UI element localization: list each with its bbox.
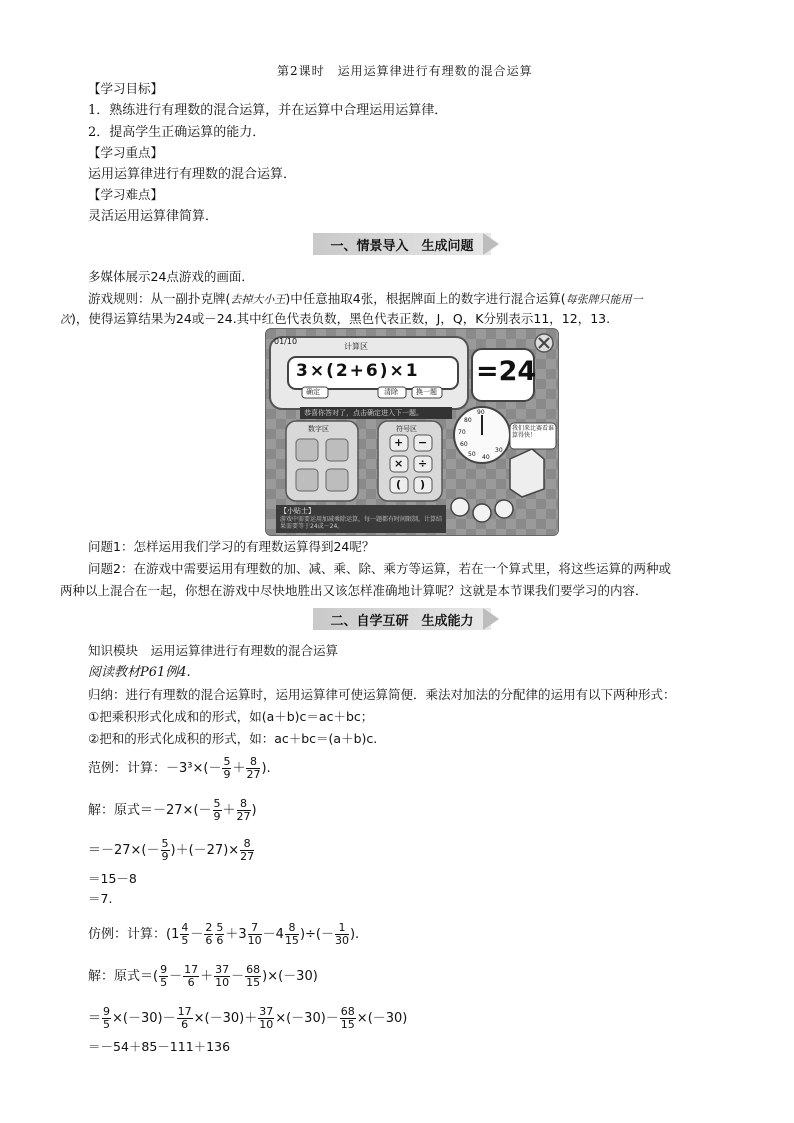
focus-text: 运用运算律进行有理数的混合运算． (88, 167, 297, 182)
game-confirm-button[interactable]: 确定 (306, 388, 320, 396)
game-result: =24 (476, 356, 537, 387)
op-minus-button[interactable]: − (418, 436, 428, 449)
op-divide-button[interactable]: ÷ (418, 457, 428, 470)
goal-item-1: 1．熟练进行有理数的混合运算，并在运算中合理运用运算律． (88, 103, 448, 118)
game-next-button[interactable]: 换一题 (416, 388, 437, 396)
dial-label-30: 30 (495, 447, 503, 454)
op-times-button[interactable]: × (394, 457, 404, 470)
game-symbol-area-label: 符号区 (396, 425, 417, 433)
form-2: ②把和的形式化成积的形式，如：ac＋bc＝(a＋b)c. (88, 731, 378, 746)
dial-label-40: 40 (482, 454, 490, 461)
imitation-solution-line-2: ＝ $\frac{9}{5}$ ×(－30)－ $\frac{17}{6}$ ×(－30)＋ $\frac{37}{10}$ ×(－30)－ $\frac{68}{15}$ ×(－30) (88, 1005, 408, 1031)
example-problem: 范例：计算：－3³×(－ $\frac{5}{9}$ ＋ $\frac{8}{27}$ ). (88, 755, 271, 781)
game-tips-label: 【小贴士】 (280, 507, 315, 515)
example-solution-line-3: ＝15－8 (88, 871, 137, 886)
difficulty-label: 【学习难点】 (88, 187, 164, 202)
goal-item-2: 2．提高学生正确运算的能力． (88, 125, 266, 140)
section2-banner (313, 608, 503, 630)
question-2-line-1: 问题2：在游戏中需要运用有理数的加、减、乘、除、乘方等运算，若在一个算式里，将这些运算的两种或 (88, 561, 671, 576)
game-level: 01/10 (274, 337, 298, 346)
section1-banner (313, 233, 503, 255)
question-2-line-2: 两种以上混合在一起，你想在游戏中尽快地胜出又该怎样准确地计算呢？这就是本节课我们要学习的内容． (60, 583, 648, 598)
dial-label-50: 50 (468, 451, 476, 458)
op-rparen-button[interactable]: ) (420, 478, 426, 491)
game-expression: 3×(2+6)×1 (296, 361, 420, 381)
op-plus-button[interactable]: + (394, 436, 404, 449)
op-lparen-button[interactable]: ( (396, 478, 402, 491)
intro-text: 多媒体展示24点游戏的画面． (88, 269, 254, 284)
goals-label: 【学习目标】 (88, 81, 164, 96)
knowledge-module: 知识模块 运用运算律进行有理数的混合运算 (88, 643, 339, 658)
section1-banner-label: 一、情景导入 生成问题 (330, 239, 474, 254)
question-1: 问题1：怎样运用我们学习的有理数运算得到24呢？ (88, 539, 375, 554)
rules-line-1: 游戏规则：从一副扑克牌(去掉大小王)中任意抽取4张，根据牌面上的数字进行混合运算(每张牌只能用一 (88, 291, 643, 306)
imitation-problem: 仿例：计算：(1 $\frac{4}{5}$ － $\frac{2}{6}$ $\frac{5}{6}$ ＋3 $\frac{7}{10}$ －4 $\frac{8}{15}$ )÷(－ $\frac{1}{30}$ ). (88, 921, 360, 947)
game-number-area-label: 数字区 (308, 425, 329, 433)
game-screenshot (265, 328, 559, 536)
example-solution-line-4: ＝7. (88, 891, 113, 906)
dial-label-80: 80 (464, 417, 472, 424)
rules-line-2: 次)，使得运算结果为24或－24.其中红色代表负数，黑色代表正数，J，Q，K分别表示11，12，13. (60, 311, 611, 326)
game-clear-button[interactable]: 清除 (384, 388, 398, 396)
example-solution-line-1: 解：原式＝－27×(－ $\frac{5}{9}$ ＋ $\frac{8}{27}$ ) (88, 797, 257, 823)
imitation-solution-line-1: 解：原式＝( $\frac{9}{5}$ － $\frac{17}{6}$ ＋ $\frac{37}{10}$ － $\frac{68}{15}$ )×(－30) (88, 963, 318, 989)
example-solution-line-2: ＝－27×(－ $\frac{5}{9}$ )＋(－27)× $\frac{8}{27}$ (88, 837, 255, 863)
summary-text: 归纳：进行有理数的混合运算时，运用运算律可使运算简便．乘法对加法的分配律的运用有以下两种形式： (88, 687, 676, 702)
dial-label-70: 70 (458, 429, 466, 436)
game-tips-text: 游戏中需要运用加减乘除运算，每一题都有时间限制，计算结果需要等于24或－24。 (280, 516, 443, 530)
page-title: 第2课时 运用运算律进行有理数的混合运算 (277, 64, 533, 78)
imitation-solution-line-3: ＝－54＋85－111＋136 (88, 1039, 231, 1054)
focus-label: 【学习重点】 (88, 145, 164, 160)
read-textbook: 阅读教材P61例4. (88, 665, 191, 680)
dial-label-60: 60 (460, 441, 468, 448)
section2-banner-label: 二、自学互研 生成能力 (330, 614, 474, 629)
game-area-label: 计算区 (344, 342, 368, 351)
difficulty-text: 灵活运用运算律简算． (88, 209, 219, 224)
form-1: ①把乘积形式化成和的形式，如(a＋b)c＝ac＋bc； (88, 709, 374, 724)
dial-label-90: 90 (477, 409, 485, 416)
game-speech-bubble: 我们来比赛看谁算得快！ (512, 425, 555, 439)
game-hint: 恭喜你答对了，点击确定进入下一题。 (304, 409, 423, 417)
